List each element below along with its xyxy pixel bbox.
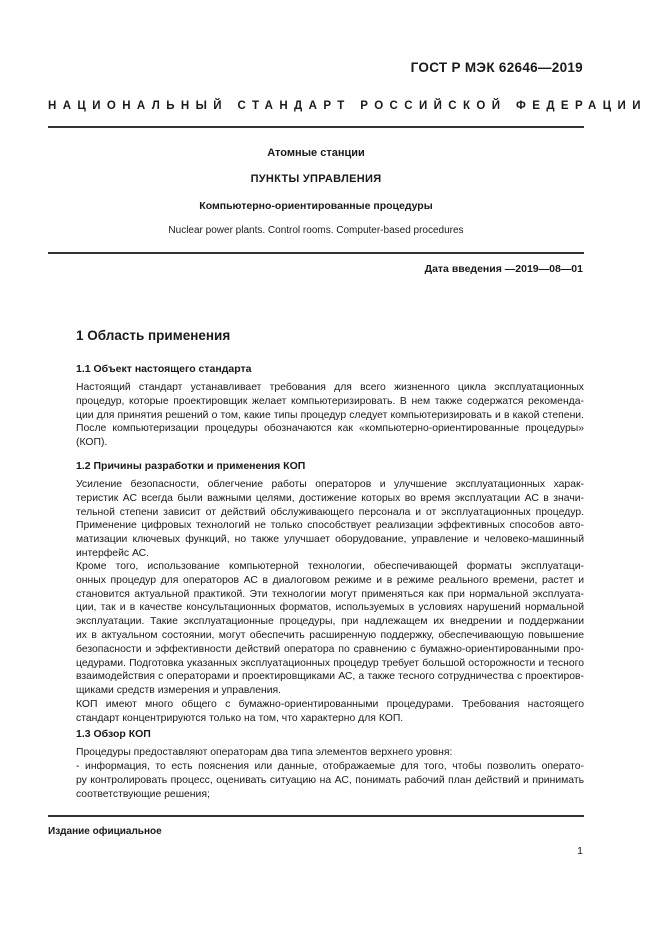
document-number: ГОСТ Р МЭК 62646—2019 xyxy=(410,60,583,75)
middle-divider xyxy=(48,252,584,254)
section-1-3-paragraph-1 xyxy=(48,746,584,760)
section-1-1-heading: 1.1 Объект настоящего стандарта xyxy=(76,363,252,375)
text-line: становится актуальной практикой. Эти технологии могут применяться как при нормальной эксплуата- xyxy=(76,588,584,600)
section-1-2-paragraph-1 xyxy=(48,478,584,561)
text-line: интерфейс АС. xyxy=(76,547,150,559)
section-1-3-paragraph-2 xyxy=(48,760,584,801)
text-line: КОП имеют много общего с бумажно-ориентированными процедурами. Требования настоящего xyxy=(76,699,584,710)
section-1-2-paragraph-3 xyxy=(48,698,584,726)
english-title: Nuclear power plants. Control rooms. Computer-based procedures xyxy=(168,225,464,236)
official-edition-label: Издание официальное xyxy=(48,826,162,837)
introduction-date: Дата введения —2019—08—01 xyxy=(424,263,583,275)
text-line: Процедуры предоставляют операторам два типа элементов верхнего уровня: xyxy=(76,747,453,758)
text-line: эксплуатации. Такие эксплуатационные процедуры, при надлежащем их внедрении и поддержании xyxy=(76,616,584,628)
text-line: (КОП). xyxy=(76,437,108,449)
text-line: соответствующие решения; xyxy=(76,788,210,800)
text-line: их в актуальном состоянии, могут обеспечить расширенную поддержку, обеспечивающую повышение xyxy=(76,629,584,641)
national-standard-banner: НАЦИОНАЛЬНЫЙ СТАНДАРТ РОССИЙСКОЙ ФЕДЕРАЦИИ xyxy=(48,100,647,112)
text-line: - информация, то есть пояснения или данные, отображаемые для того, чтобы позволить операто- xyxy=(76,761,584,772)
text-line: стандарт концентрируются только на том, что характерно для КОП. xyxy=(76,712,404,724)
section-1-2-heading: 1.2 Причины разработки и применения КОП xyxy=(76,460,306,472)
title-line-1: Атомные станции xyxy=(267,147,365,159)
text-line: матизации ключевых функций, но также улучшает оборудование, управление и человеко-машинный xyxy=(76,534,584,546)
text-line: Кроме того, использование компьютерной технологии, обеспечивающей форматы эксплуатаци- xyxy=(76,561,584,572)
text-line: ру контролировать процесс, оценивать ситуацию на АС, понимать рабочий план действий и принимать xyxy=(76,774,584,786)
title-line-2: ПУНКТЫ УПРАВЛЕНИЯ xyxy=(250,173,382,185)
section-1-heading: 1 Область применения xyxy=(76,328,231,343)
text-line: Настоящий стандарт устанавливает требования для всего жизненного цикла эксплуатационных xyxy=(76,382,584,393)
text-line: тельной степени зависит от действий обслуживающего персонала и от эксплуатационных процедур. xyxy=(76,506,584,518)
title-line-3: Компьютерно-ориентированные процедуры xyxy=(199,200,433,212)
text-line: ции для принятия решений о том, какие типы процедур следует компьютеризировать и в какой степени. xyxy=(76,409,584,421)
text-line: взаимодействия с операторами и проектировщиками АС, а также тесного сотрудничества с проектиров- xyxy=(76,671,584,683)
page-number: 1 xyxy=(577,845,583,857)
text-line: После компьютеризации процедуры обозначаются как «компьютерно-ориентированные процедуры» xyxy=(76,423,584,435)
text-line: Усиление безопасности, облегчение работы операторов и улучшение эксплуатационных харак- xyxy=(76,479,584,490)
text-line: онных процедур для операторов АС в диалоговом режиме и в режиме реального времени, растет и xyxy=(76,574,584,586)
text-line: щиками средств измерения и управления. xyxy=(76,685,282,697)
text-line: цедурами. Подготовка указанных эксплуатационных процедур требует большой осторожности и тесного xyxy=(76,657,584,669)
text-line: процедур, которые проектировщик желает компьютеризировать. В нем также содержатся рекоменда- xyxy=(76,395,584,407)
text-line: ции, так и в качестве консультационных форматов, используемых в условиях нарушений нормальной xyxy=(76,602,584,614)
text-line: Применение цифровых технологий не только способствует реализации эффективных способов авто- xyxy=(76,520,584,532)
section-1-2-paragraph-2 xyxy=(48,560,584,698)
footer-divider xyxy=(48,815,584,817)
section-1-3-heading: 1.3 Обзор КОП xyxy=(76,728,151,740)
text-line: теристик АС всегда были важными целями, достижение которых во время эксплуатации АС в значи- xyxy=(76,492,584,504)
text-line: безопасности и эффективности действий оператора по сравнению с бумажно-ориентированными про- xyxy=(76,643,584,655)
section-1-1-paragraph xyxy=(48,381,584,450)
top-divider xyxy=(48,126,584,128)
